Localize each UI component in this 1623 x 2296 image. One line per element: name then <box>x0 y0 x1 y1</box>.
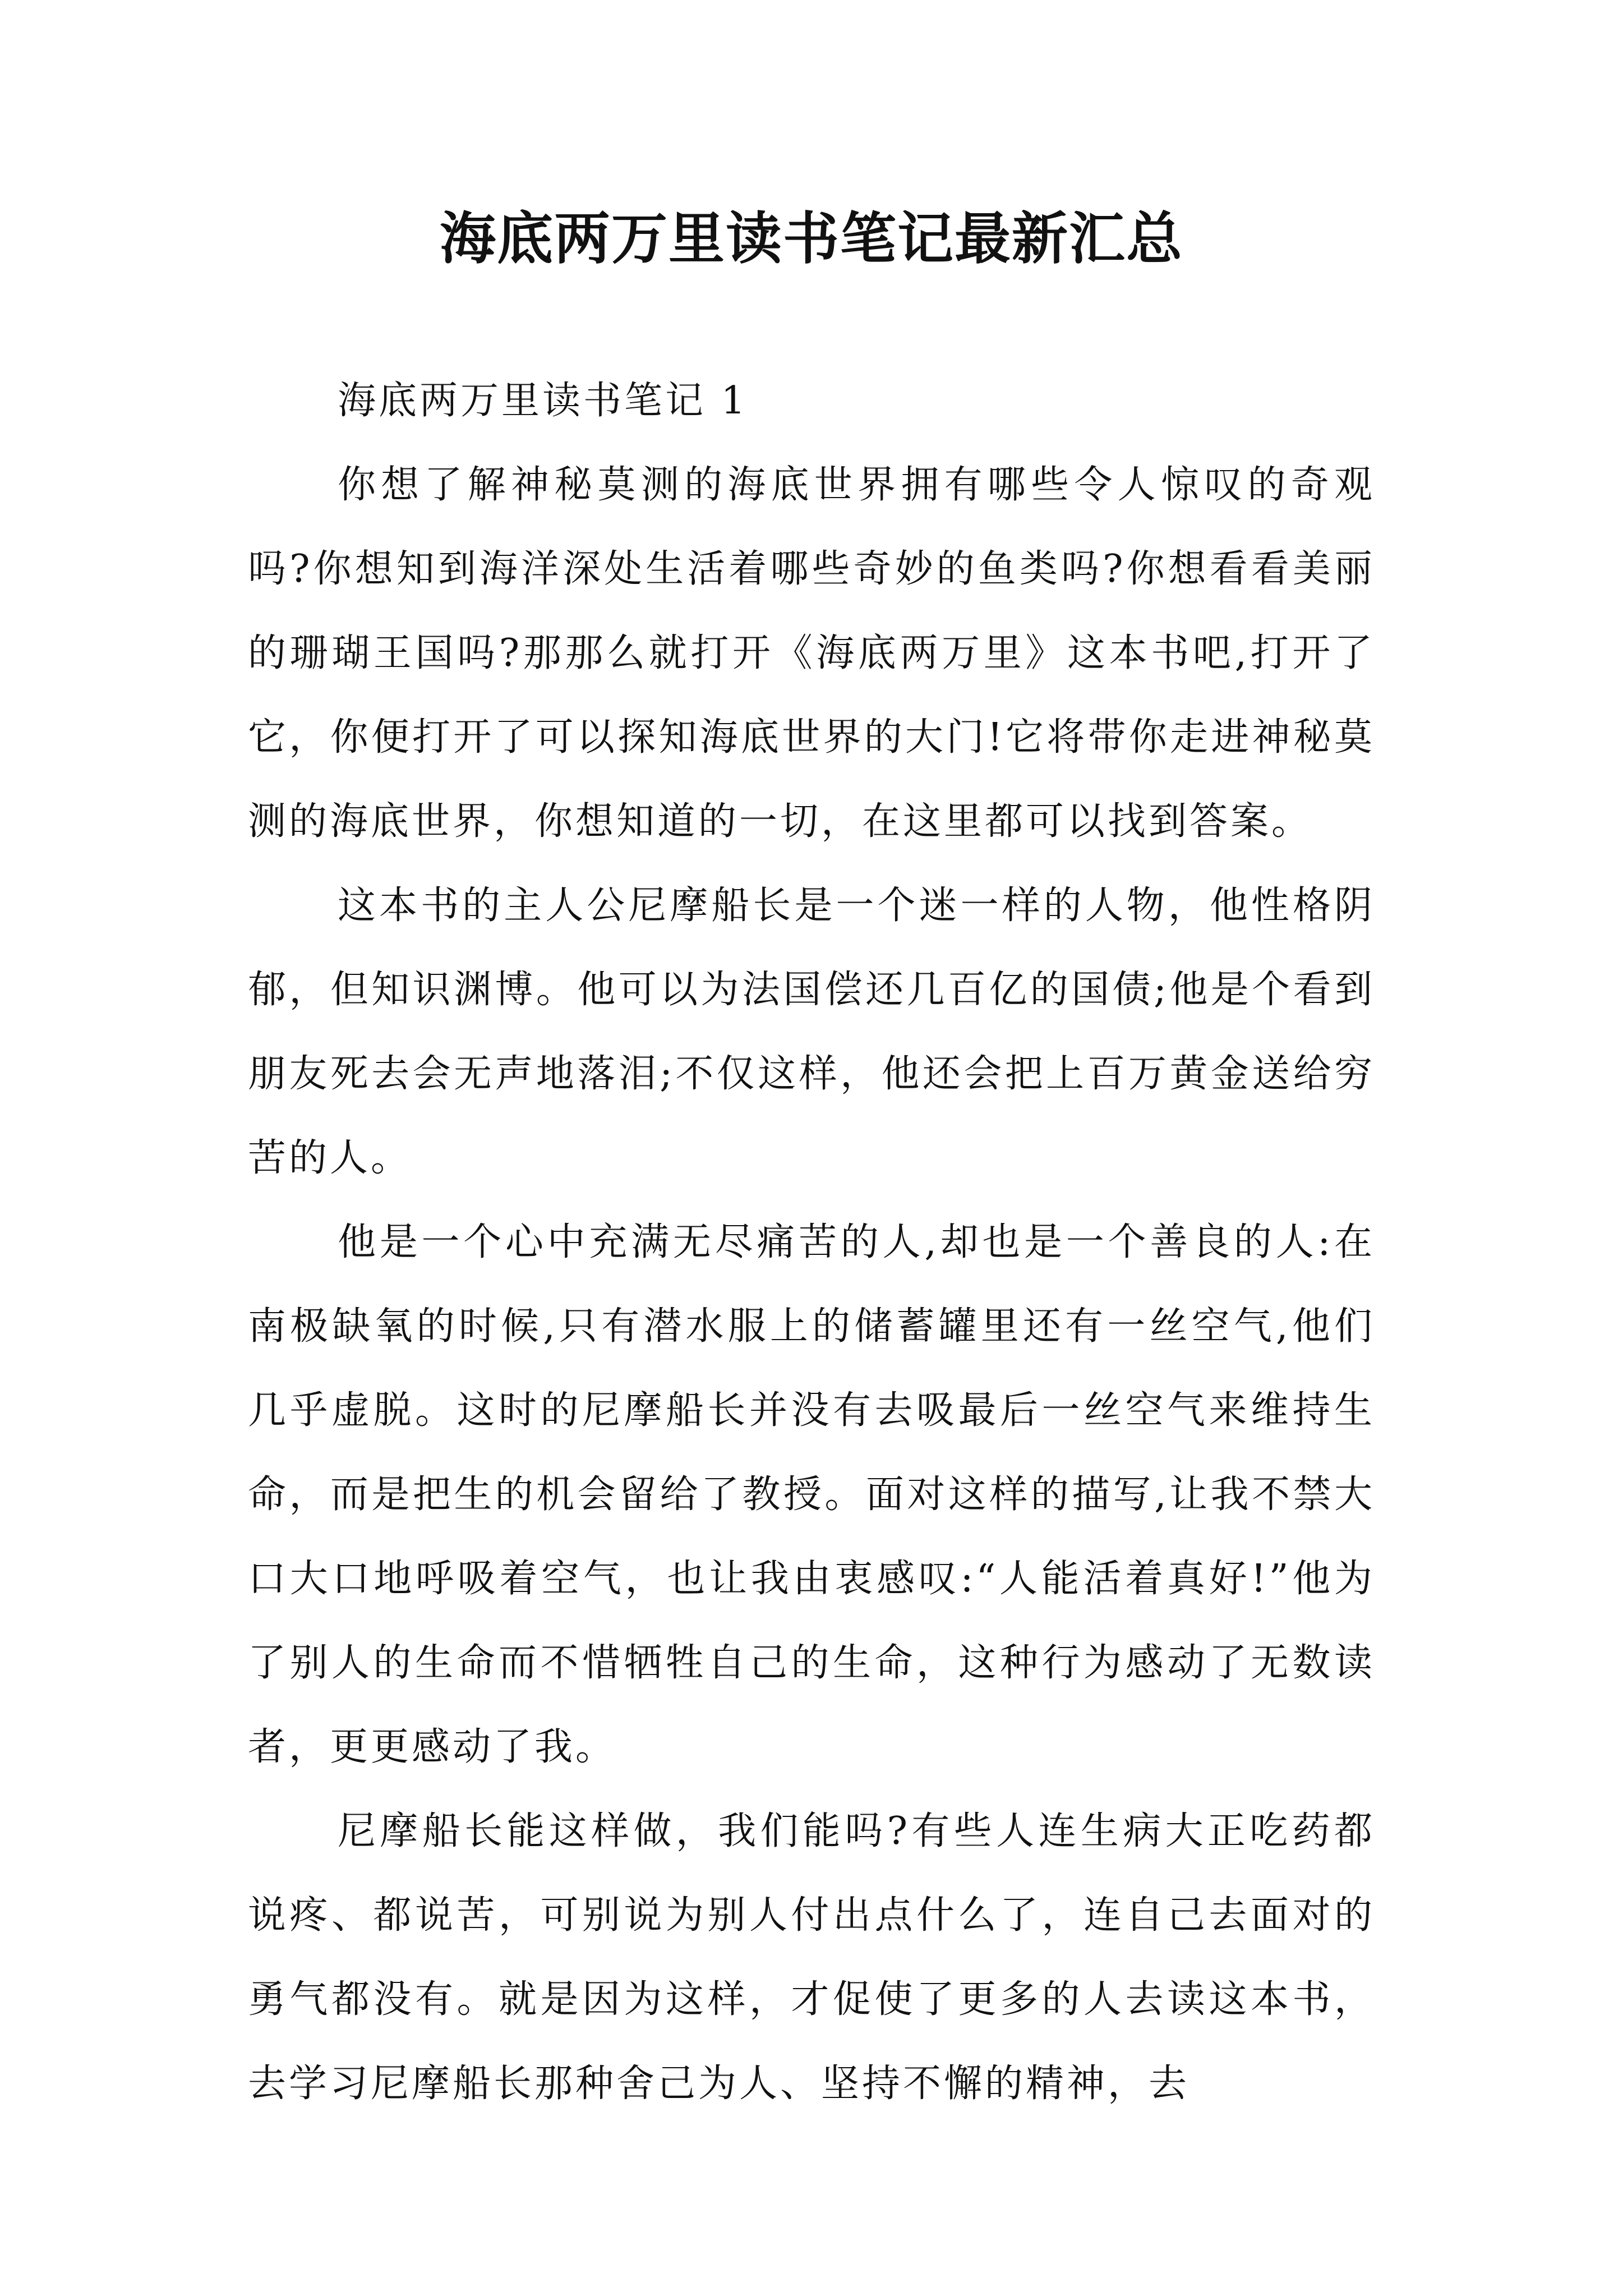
paragraph-4: 尼摩船长能这样做，我们能吗?有些人连生病大正吃药都说疼、都说苦，可别说为别人付出点什么了，连自己去面对的勇气都没有。就是因为这样，才促使了更多的人去读这本书，去学习尼摩船长那种舍己为人、坚持不懈的精神，去 <box>248 1809 1375 2106</box>
paragraph-1: 你想了解神秘莫测的海底世界拥有哪些令人惊叹的奇观吗?你想知到海洋深处生活着哪些奇妙的鱼类吗?你想看看美丽的珊瑚王国吗?那那么就打开《海底两万里》这本书吧,打开了它，你便打开了可以探知海底世界的大门!它将带你走进神秘莫测的海底世界，你想知道的一切，在这里都可以找到答案。 <box>248 463 1376 844</box>
paragraph-3: 他是一个心中充满无尽痛苦的人,却也是一个善良的人:在南极缺氧的时候,只有潜水服上的储蓄罐里还有一丝空气,他们几乎虚脱。这时的尼摩船长并没有去吸最后一丝空气来维持生命，而是把生的机会留给了教授。面对这样的描写,让我不禁大口大口地呼吸着空气，也让我由衷感叹:“人能活着真好!”他为了别人的生命而不惜牺牲自己的生命，这种行为感动了无数读者，更更感动了我。 <box>248 1220 1375 1769</box>
paragraph-2: 这本书的主人公尼摩船长是一个迷一样的人物，他性格阴郁，但知识渊博。他可以为法国偿还几百亿的国债;他是个看到朋友死去会无声地落泪;不仅这样，他还会把上百万黄金送给穷苦的人。 <box>248 884 1375 1180</box>
document-body <box>248 359 1375 2126</box>
document-title: 海底两万里读书笔记最新汇总 <box>440 205 1183 272</box>
section-heading: 海底两万里读书笔记 1 <box>338 379 748 423</box>
